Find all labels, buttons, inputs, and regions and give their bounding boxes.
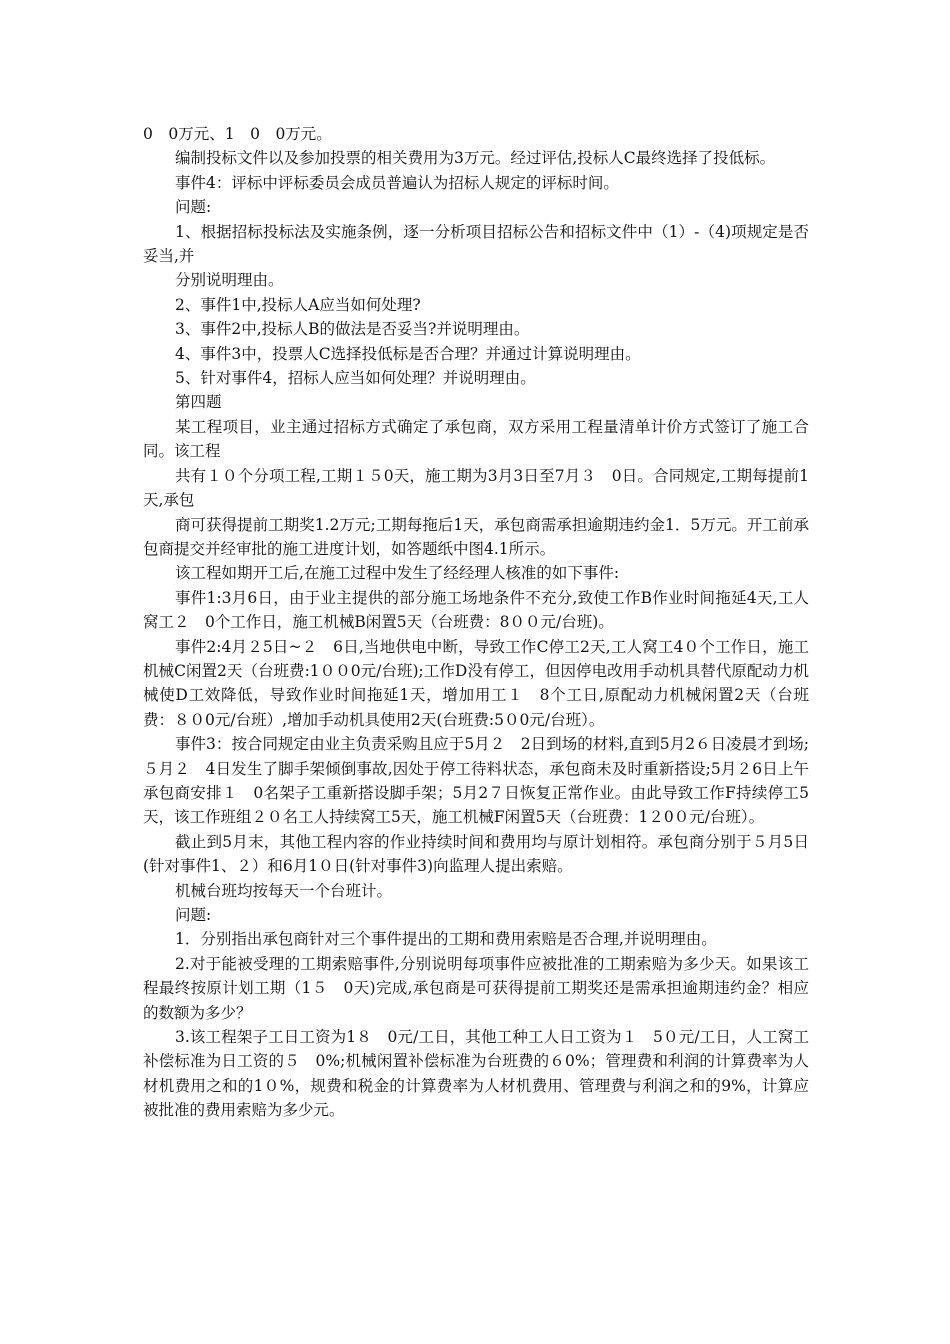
paragraph: 截止到5月末，其他工程内容的作业持续时间和费用均与原计划相符。承包商分别于５月5日(针对事件1、２）和6月1０日(针对事件3)向监理人提出索赔。 [143,832,809,876]
paragraph: 某工程项目，业主通过招标方式确定了承包商，双方采用工程量清单计价方式签订了施工合同。该工程 [143,417,809,461]
paragraph: 1、根据招标投标法及实施条例，逐一分析项目招标公告和招标文件中（1）-（4)项规定是否妥当,并 [143,222,809,266]
document-body [143,122,809,1123]
paragraph: 分别说明理由。 [175,271,284,290]
paragraph: 2.对于能被受理的工期索赔事件,分别说明每项事件应被批准的工期索赔为多少天。如果该工程最终按原计划工期（1５ 0天)完成,承包商是可获得提前工期奖还是需承担逾期违约金？相应的数额为多少？ [143,954,809,1022]
paragraph: 事件2:4月２5日~２ 6日,当地供电中断，导致工作C停工2天,工人窝工4０个工作日，施工机械C闲置2天（台班费:1００0元/台班);工作D没有停工，但因停电改用手动机具替代原配动力机械使D工效降低，导致作业时间拖延1天，增加用工１ 8个工日,原配动力机械闲置2天（台班费：８０0元/台班）,增加手动机具使用2天(台班费:5０0元/台班）。 [143,637,809,729]
paragraph: 共有１０个分项工程,工期１５0天，施工期为3月3日至7月３ 0日。合同规定,工期每提前1天,承包 [143,466,809,510]
paragraph: 5、针对事件4，招标人应当如何处理？并说明理由。 [175,369,536,388]
paragraph: 4、事件3中，投票人C选择投低标是否合理？并通过计算说明理由。 [175,344,641,363]
paragraph: 1．分别指出承包商针对三个事件提出的工期和费用索赔是否合理,并说明理由。 [175,930,717,949]
paragraph: 机械台班均按每天一个台班计。 [175,881,393,900]
paragraph: 问题: [175,198,212,217]
paragraph: 事件4：评标中评标委员会成员普遍认为招标人规定的评标时间。 [175,173,619,192]
paragraph: 3.该工程架子工日工资为1８ 0元/工日，其他工种工人日工资为１ 5０元/工日，人工窝工补偿标准为日工资的５ 0%;机械闲置补偿标准为台班费的６0%；管理费和利润的计算费率为人材机费用之和的1０%，规费和税金的计算费率为人材机费用、管理费与利润之和的9%，计算应被批准的费用索赔为多少元。 [143,1028,809,1120]
paragraph: 事件1:3月6日，由于业主提供的部分施工场地条件不充分,致使工作B作业时间拖延4天,工人窝工２ 0个工作日，施工机械B闲置5天（台班费：8００元/台班)。 [143,588,809,632]
paragraph: 问题: [175,906,212,924]
paragraph: 2、事件1中,投标人A应当如何处理? [175,295,421,314]
paragraph: 0 0万元、1 0 0万元。 [143,125,332,143]
paragraph: 事件3：按合同规定由业主负责采购且应于5月２ 2日到场的材料,直到5月2６日凌晨才到场;５月２ 4日发生了脚手架倾倒事故,因处于停工待料状态，承包商未及时重新搭设;5月２6日上午承包商安排１ 0名架子工重新搭设脚手架；5月2７日恢复正常作业。由此导致工作F持续停工5天，该工作班组２０名工人持续窝工5天，施工机械F闲置5天（台班费：1２0０元/台班）。 [143,735,809,827]
paragraph: 编制投标文件以及参加投票的相关费用为3万元。经过评估,投标人C最终选择了投低标。 [175,149,776,168]
paragraph: 商可获得提前工期奖1.2万元;工期每拖后1天，承包商需承担逾期违约金1．5万元。开工前承包商提交并经审批的施工进度计划，如答题纸中图4.1所示。 [143,515,809,558]
paragraph: 该工程如期开工后,在施工过程中发生了经经理人核准的如下事件: [175,564,620,583]
paragraph: 3、事件2中,投标人B的做法是否妥当?并说明理由。 [175,320,530,339]
paragraph: 第四题 [175,393,222,412]
